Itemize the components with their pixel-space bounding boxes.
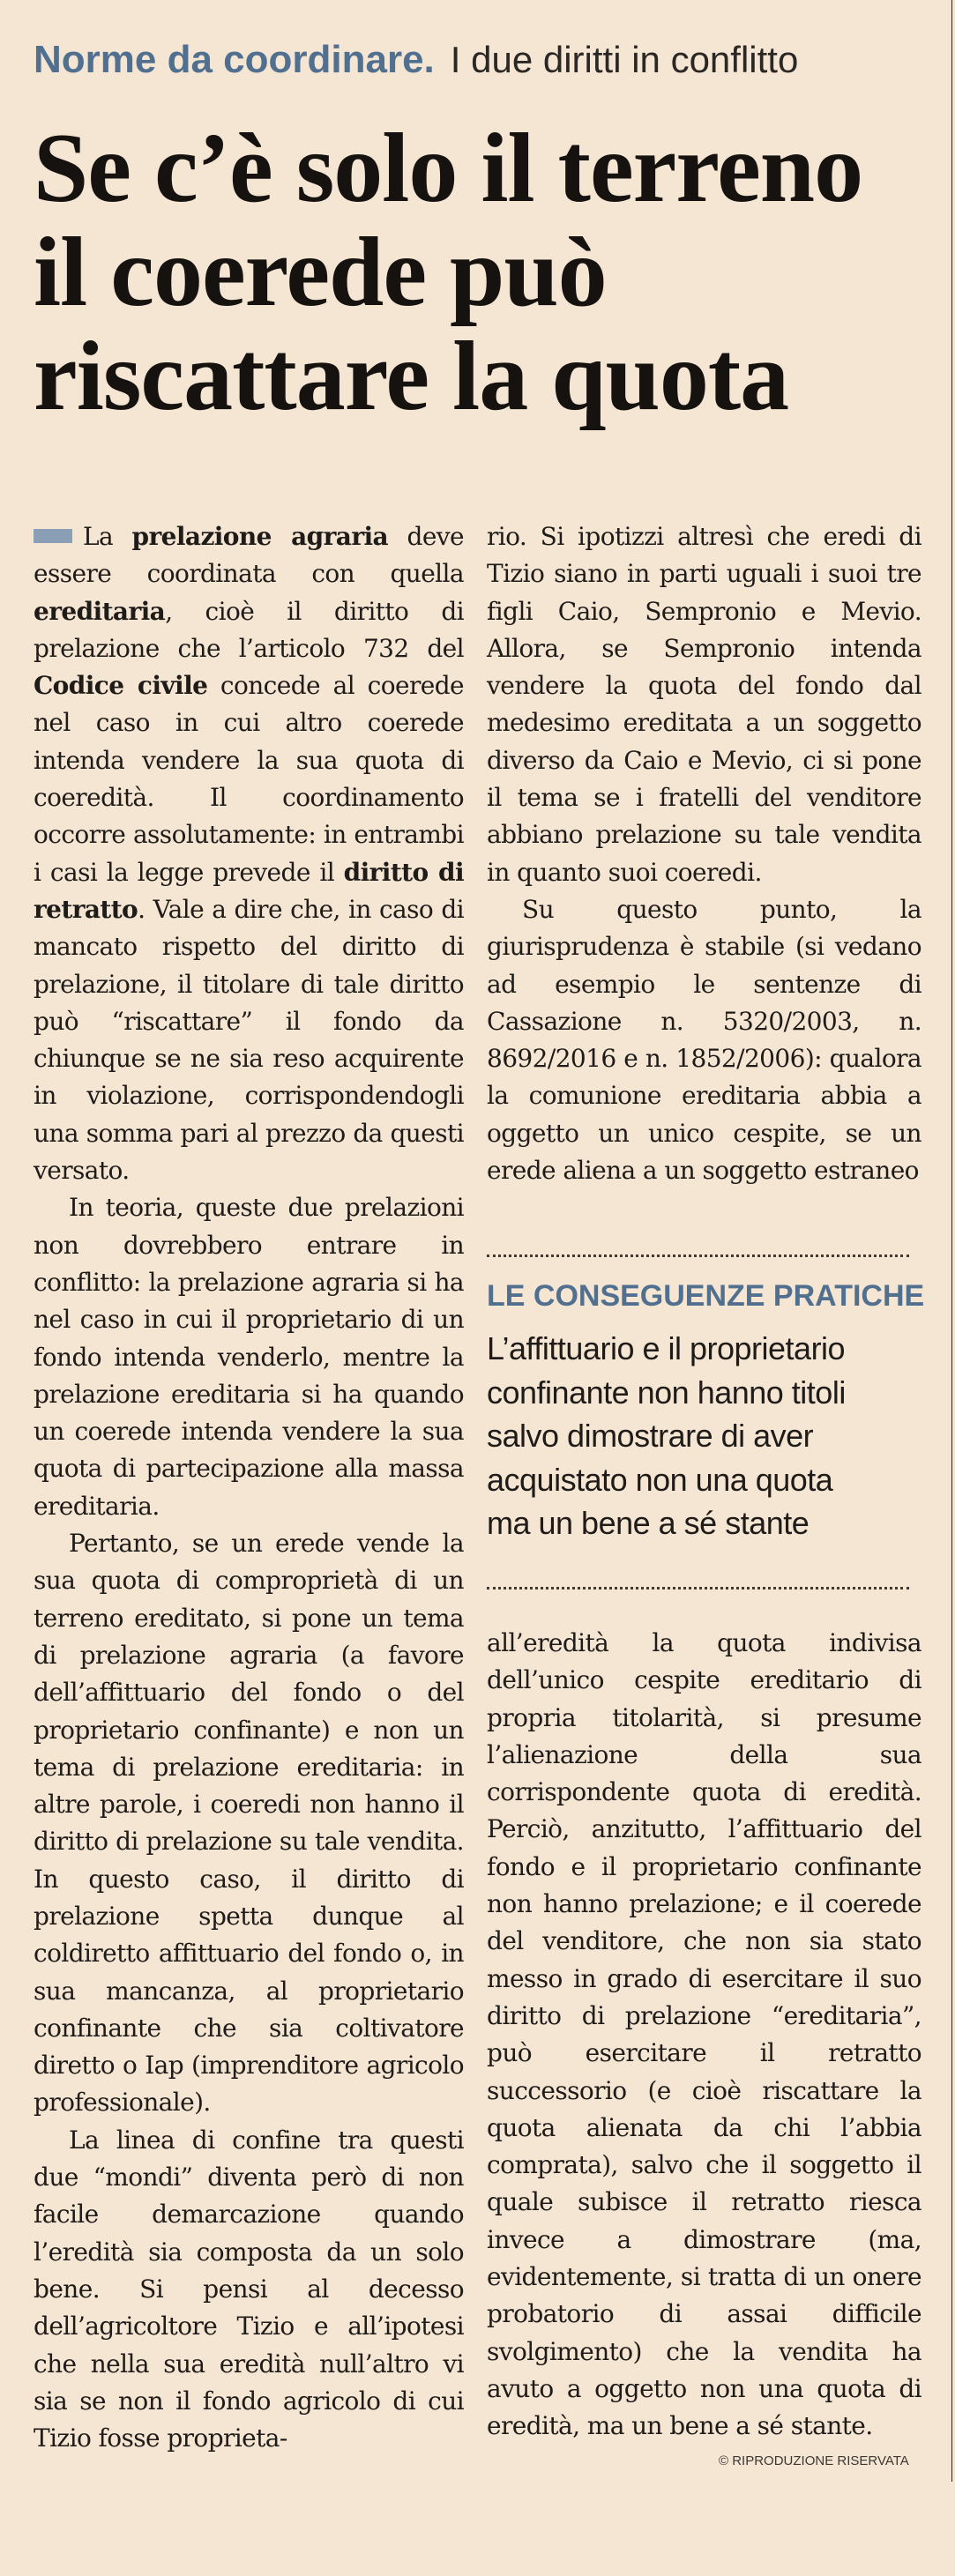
headline (34, 114, 933, 431)
intro-text-5: . Vale a dire che, in caso di mancato rispetto del diritto di prelazione, il titolare di tale diritto può “riscattare” il fondo da chiunque se ne sia reso acquirente in violazione, corrispondendogli una somma pari al prezzo da questi versato. (34, 894, 464, 1186)
paragraph-linea-di-confine: La linea di confine tra questi due “mondi” diventa però di non facile demarcazione quando l’eredità sia composta da un solo bene. Si pensi al decesso dell’agricoltore Tizio e all’ipotesi che nella sua eredità null’altro vi sia se non il fondo agricolo di cui Tizio fosse proprieta- (34, 2125, 464, 2453)
sidebar-divider-top (487, 1254, 909, 1257)
paragraph-eredita-continued: all’eredità la quota indivisa dell’unico cespite ereditario di propria titolarità, si presume l’alienazione della sua corrispondente quota di eredità. Perciò, anzitutto, l’affittuario del fondo e il proprietario confinante non hanno prelazione; e il coerede del venditore, che non sia stato messo in grado di esercitare il suo diritto di prelazione “ereditaria”, può esercitare il retratto successorio (e cioè riscattare la quota alienata da chi l’abbia comprata), salvo che il soggetto il quale subisce il retratto riesca invece a dimostrare (ma, evidentemente, si tratta di un onere probatorio di assai difficile svolgimento) che la vendita ha avuto a oggetto non una quota di eredità, ma un bene a sé stante. (487, 1628, 921, 2441)
kicker (34, 35, 933, 85)
article-column-right-bottom (487, 1625, 921, 2446)
intro-text-4: concede al coerede nel caso in cui altro coerede intenda vendere la sua quota di coeredità. Il coordinamento occorre assolutamente: in entrambi i casi la legge prevede il (34, 671, 465, 887)
paragraph-giurisprudenza: Su questo punto, la giurisprudenza è stabile (si vedano ad esempio le sentenze di Cassazione n. 5320/2003, n. 8692/2016 e n. 1852/2006): qualora la comunione ereditaria abbia a oggetto un unico cespite, se un erede aliena a un soggetto estraneo (487, 894, 921, 1186)
paragraph-intro (34, 518, 464, 1189)
sidebar-box-line: salvo dimostrare di aver (487, 1418, 814, 1454)
paragraph-pertanto: Pertanto, se un erede vende la sua quota di comproprietà di un terreno ereditato, si pone un tema di prelazione agraria (a favore dell’affittuario del fondo o del proprietario confinante) e non un tema di prelazione ereditaria: in altre parole, i coeredi non hanno il diritto di prelazione su tale vendita. In questo caso, il diritto di prelazione spetta dunque al coldiretto affittuario del fondo o, in sua mancanza, al proprietario confinante che sia coltivatore diretto o Iap (imprenditore agricolo professionale). (34, 1529, 464, 2118)
sidebar-box-body (487, 1327, 919, 1545)
intro-text-3: , cioè il diritto di prelazione che l’articolo 732 del (34, 596, 464, 663)
term-ereditaria: ereditaria (34, 596, 166, 626)
term-codice-civile: Codice civile (34, 671, 208, 701)
headline-line-1: Se c’è solo il terreno (34, 114, 863, 223)
sidebar-divider-bottom (487, 1587, 909, 1590)
intro-text-2: deve essere coordinata con quella (34, 522, 464, 589)
kicker-label: Norme da coordinare. (34, 38, 435, 81)
paragraph-in-teoria: In teoria, queste due prelazioni non dovrebbero entrare in conflitto: la prelazione agraria si ha nel caso in cui il proprietario di un fondo intenda venderlo, mentre la prelazione ereditaria si ha quando un coerede intenda vendere la sua quota di partecipazione alla massa ereditaria. (34, 1193, 464, 1521)
sidebar-box-line: acquistato non una quota (487, 1461, 833, 1498)
kicker-subtitle: I due diritti in conflitto (450, 39, 799, 80)
paragraph-continued: rio. Si ipotizzi altresì che eredi di Tizio siano in parti uguali i suoi tre figli Caio, Sempronio e Mevio. Allora, se Sempronio intenda vendere la quota del fondo dal medesimo ereditata a un soggetto diverso da Caio e Mevio, ci si pone il tema se i fratelli del venditore abbiano prelazione su tale vendita in quanto suoi coeredi. (487, 522, 921, 887)
sidebar-box-title: LE CONSEGUENZE PRATICHE (487, 1279, 925, 1313)
term-prelazione-agraria: prelazione agraria (131, 522, 389, 551)
intro-text-1: La (83, 522, 132, 551)
sidebar-box-line: L’affittuario e il proprietario (487, 1330, 846, 1366)
article-column-right-top (487, 518, 921, 1189)
article-column-left (34, 518, 464, 2457)
copyright-notice: © RIPRODUZIONE RISERVATA (719, 2453, 909, 2468)
column-rule (951, 0, 952, 2482)
headline-line-3: riscattare la quota (34, 322, 789, 431)
sidebar-box-line: confinante non hanno titoli (487, 1374, 846, 1411)
sidebar-box-line: ma un bene a sé stante (487, 1505, 810, 1541)
headline-line-2: il coerede può (34, 218, 607, 327)
term-diritto-di-retratto: diritto di retratto (34, 857, 464, 924)
section-marker-icon (34, 529, 72, 543)
